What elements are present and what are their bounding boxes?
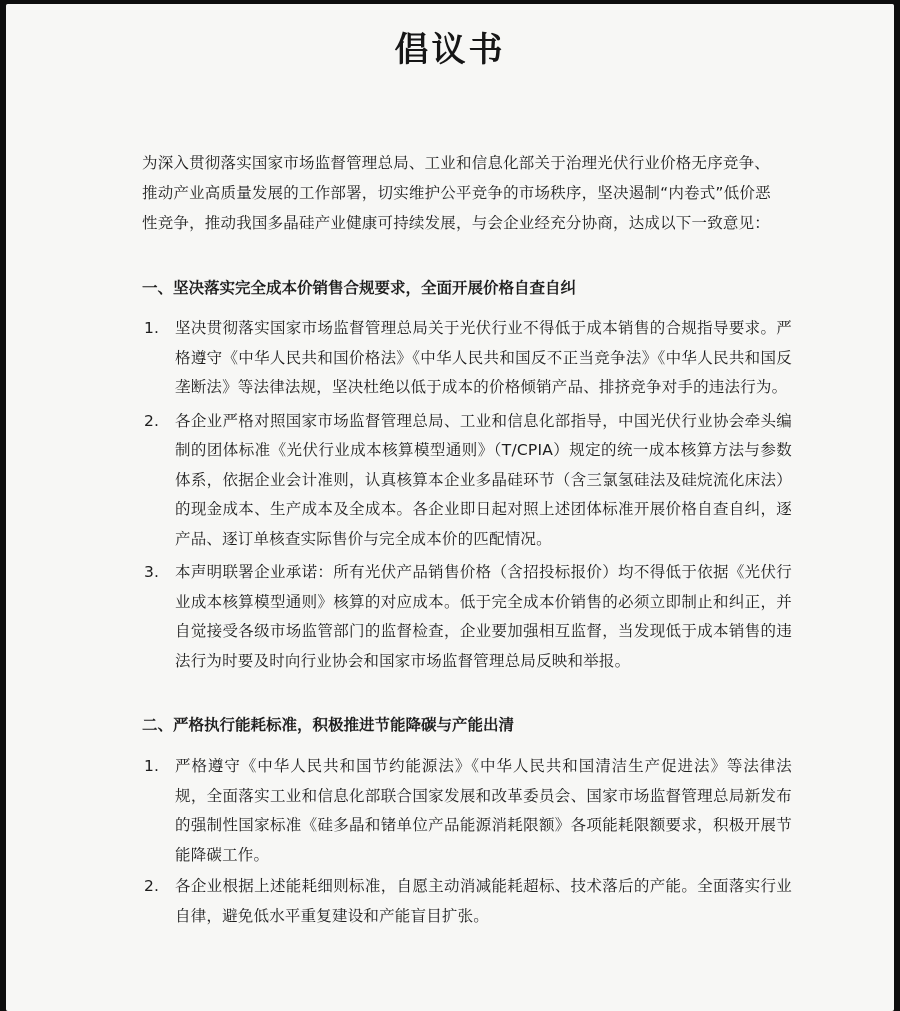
list-item bbox=[142, 752, 792, 870]
item-number: 1. bbox=[144, 319, 160, 337]
item-text: 本声明联署企业承诺：所有光伏产品销售价格（含招投标报价）均不得低于依据《光伏行业成本核算模型通则》核算的对应成本。低于完全成本价销售的必须立即制止和纠正，并自觉接受各级市场监管部门的监督检查，企业要加强相互监督，当发现低于成本销售的违法行为时要及时向行业协会和国家市场监督管理总局反映和举报。 bbox=[175, 563, 792, 670]
section-2-heading: 二、严格执行能耗标准，积极推进节能降碳与产能出清 bbox=[142, 716, 515, 734]
item-text: 严格遵守《中华人民共和国节约能源法》《中华人民共和国清洁生产促进法》等法律法规，全面落实工业和信息化部联合国家发展和改革委员会、国家市场监督管理总局新发布的强制性国家标准《硅多晶和锗单位产品能源消耗限额》各项能耗限额要求，积极开展节能降碳工作。 bbox=[175, 757, 792, 864]
item-number: 2. bbox=[144, 877, 160, 895]
list-item bbox=[142, 558, 792, 676]
section-2-list bbox=[142, 752, 792, 931]
item-number: 3. bbox=[144, 563, 160, 581]
document-title: 倡议书 bbox=[394, 30, 506, 70]
list-item bbox=[142, 407, 792, 555]
list-item bbox=[142, 314, 792, 403]
section-1-heading: 一、坚决落实完全成本价销售合规要求，全面开展价格自查自纠 bbox=[142, 279, 577, 297]
item-text: 各企业严格对照国家市场监督管理总局、工业和信息化部指导，中国光伏行业协会牵头编制的团体标准《光伏行业成本核算模型通则》（T/CPIA）规定的统一成本核算方法与参数体系，依据企业会计准则，认真核算本企业多晶硅环节（含三氯氢硅法及硅烷流化床法）的现金成本、生产成本及全成本。各企业即日起对照上述团体标准开展价格自查自纠，逐产品、逐订单核查实际售价与完全成本价的匹配情况。 bbox=[175, 411, 792, 548]
item-text: 坚决贯彻落实国家市场监督管理总局关于光伏行业不得低于成本销售的合规指导要求。严格遵守《中华人民共和国价格法》《中华人民共和国反不正当竞争法》《中华人民共和国反垄断法》等法律法规，坚决杜绝以低于成本的价格倾销产品、排挤竞争对手的违法行为。 bbox=[175, 319, 792, 396]
item-number: 1. bbox=[144, 757, 160, 775]
section-1-list bbox=[142, 314, 792, 676]
item-number: 2. bbox=[144, 411, 160, 430]
list-item bbox=[142, 872, 792, 931]
item-text: 各企业根据上述能耗细则标准，自愿主动消减能耗超标、技术落后的产能。全面落实行业自律，避免低水平重复建设和产能盲目扩张。 bbox=[175, 877, 792, 925]
intro-paragraph: 为深入贯彻落实国家市场监督管理总局、工业和信息化部关于治理光伏行业价格无序竞争、推动产业高质量发展的工作部署，切实维护公平竞争的市场秩序，坚决遏制“内卷式”低价恶性竞争，推动我国多晶硅产业健康可持续发展，与会企业经充分协商，达成以下一致意见： bbox=[142, 154, 771, 232]
